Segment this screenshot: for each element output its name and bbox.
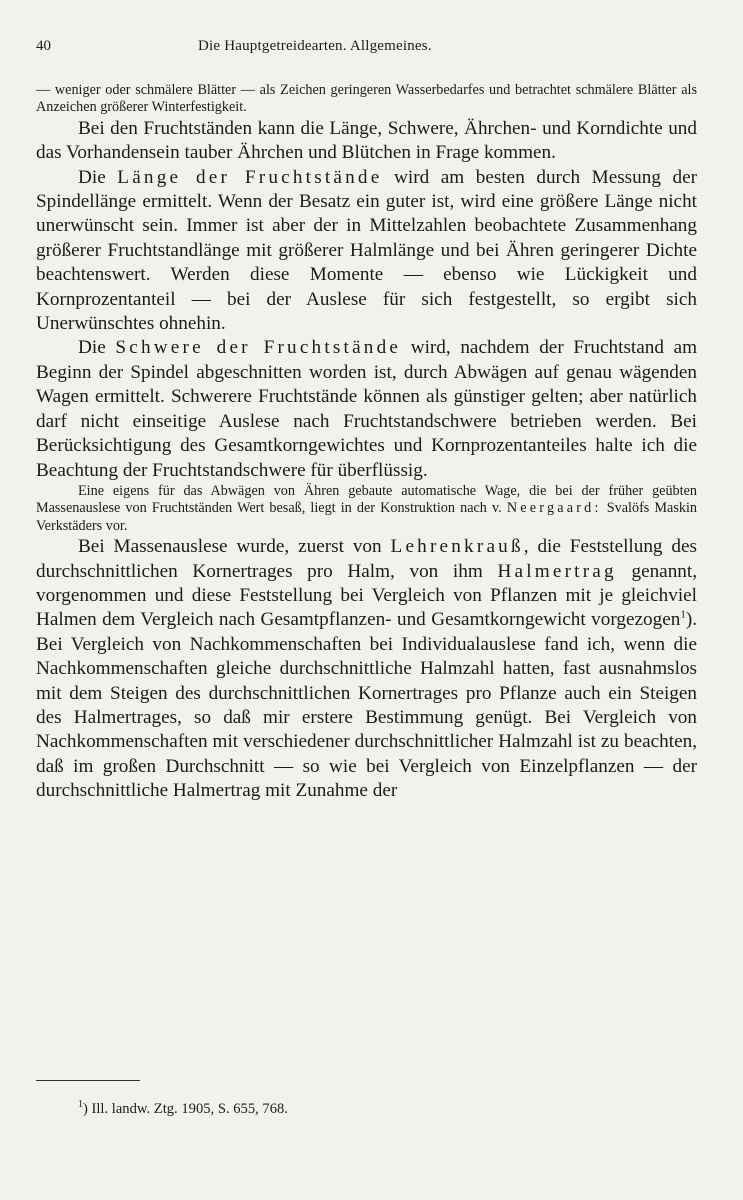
paragraph-schwere-text: wird, nachdem der Fruchtstand am Beginn der Spindel abgeschnitten worden ist, durch Abwägen auf genau wägenden Wagen ermittelt. Schwerere Fruchtstände können als günstiger gelten; aber natürlich darf nicht einseitige Auslese nach Fruchtstandschwere betrieben werden. Bei Berücksichtigung des Gesamtkorngewichtes und Kornprozentanteiles halte ich die Beachtung der Fruchtstandschwere für überflüssig.	[36, 337, 698, 481]
footnote-divider	[36, 1080, 140, 1081]
paragraph-laenge-text: wird am besten durch Messung der Spindellänge ermittelt. Wenn der Besatz ein guter ist, wird eine größere Länge nicht unerwünscht sein. Immer ist aber der in Mittelzahlen beobachtete Zusammenhang größerer Fruchtstandlänge mit größerer Halmlänge und bei Ähren geringerer Dichte beachtenswert. Werden diese Momente — ebenso wie Lückigkeit und Kornprozentanteil — bei der Auslese für sich festgestellt, so ergibt sich Unerwünschtes ohnehin.	[36, 166, 697, 335]
note-text-end: Svalöfs Maskin Verkstäders vor.	[36, 500, 697, 534]
term-laenge: Länge der Fruchtstände	[117, 166, 383, 188]
page-header	[36, 38, 697, 60]
footnote-text: ) Ill. landw. Ztg. 1905, S. 655, 768.	[83, 1100, 288, 1117]
name-lehrenkrauss: Lehrenkrauß	[390, 536, 524, 558]
note-text: Eine eigens für das Abwägen von Ähren gebaute automatische Wage, die bei der früher geübten Massenauslese von Fruchtständen Wert besaß, liegt in der Konstruktion nach v.	[36, 482, 697, 517]
paragraph-halmertrag-text: genannt, vorgenommen und diese Feststellung bei Vergleich von Pflanzen mit je gleichviel Halmen dem Vergleich nach Gesamtpflanzen- und Gesamtkorngewicht vorgezogen	[36, 560, 698, 631]
main-text	[36, 82, 697, 804]
page-number: 40	[36, 38, 51, 54]
intro-small-paragraph: — weniger oder schmälere Blätter — als Zeichen geringeren Wasserbedarfes und betrachtet schmälere Blätter als Anzeichen größerer Winterfestigkeit.	[36, 82, 697, 116]
paragraph-schwere-pre: Die	[78, 337, 106, 359]
term-schwere: Schwere der Fruchtstände	[115, 337, 402, 359]
paragraph-laenge	[36, 166, 697, 337]
paragraph-halmertrag	[36, 535, 697, 803]
paragraph-halmertrag-tail: ). Bei Vergleich von Nachkommenschaften bei Individualauslese fand ich, wenn die Nachkommenschaften gleiche durchschnittliche Halmzahl hatten, fast ausnahmslos mit dem Steigen des durchschnittlichen Kornertrages pro Pflanze auch ein Steigen des Halmertrages, so daß mir erstere Bestimmung genügt. Bei Vergleich von Nachkommenschaften mit verschiedener durchschnittlicher Halmzahl ist zu beachten, daß im großen Durchschnitt — so wie bei Vergleich von Einzelpflanzen — der durchschnittliche Halmertrag mit Zunahme der	[36, 609, 697, 802]
footnote	[78, 1099, 288, 1118]
note-paragraph	[36, 483, 697, 535]
running-head: Die Hauptgetreidearten. Allgemeines.	[198, 38, 432, 54]
paragraph-fruchtstaende: Bei den Fruchtständen kann die Länge, Schwere, Ährchen- und Korndichte und das Vorhandensein tauber Ährchen und Blütchen in Frage kommen.	[36, 117, 697, 164]
note-name: Neergaard:	[506, 500, 602, 517]
paragraph-halmertrag-pre: Bei Massenauslese wurde, zuerst von	[78, 536, 382, 558]
paragraph-laenge-pre: Die	[78, 166, 106, 188]
term-halmertrag: Halmertrag	[497, 560, 617, 582]
paragraph-schwere	[36, 336, 697, 482]
footnote-reference[interactable]: 1	[680, 608, 686, 621]
paragraph-halmertrag-mid: , die Feststellung des durchschnittlichen Kornertrages pro Halm, von ihm	[36, 536, 698, 582]
footnote-marker: 1	[78, 1099, 83, 1110]
